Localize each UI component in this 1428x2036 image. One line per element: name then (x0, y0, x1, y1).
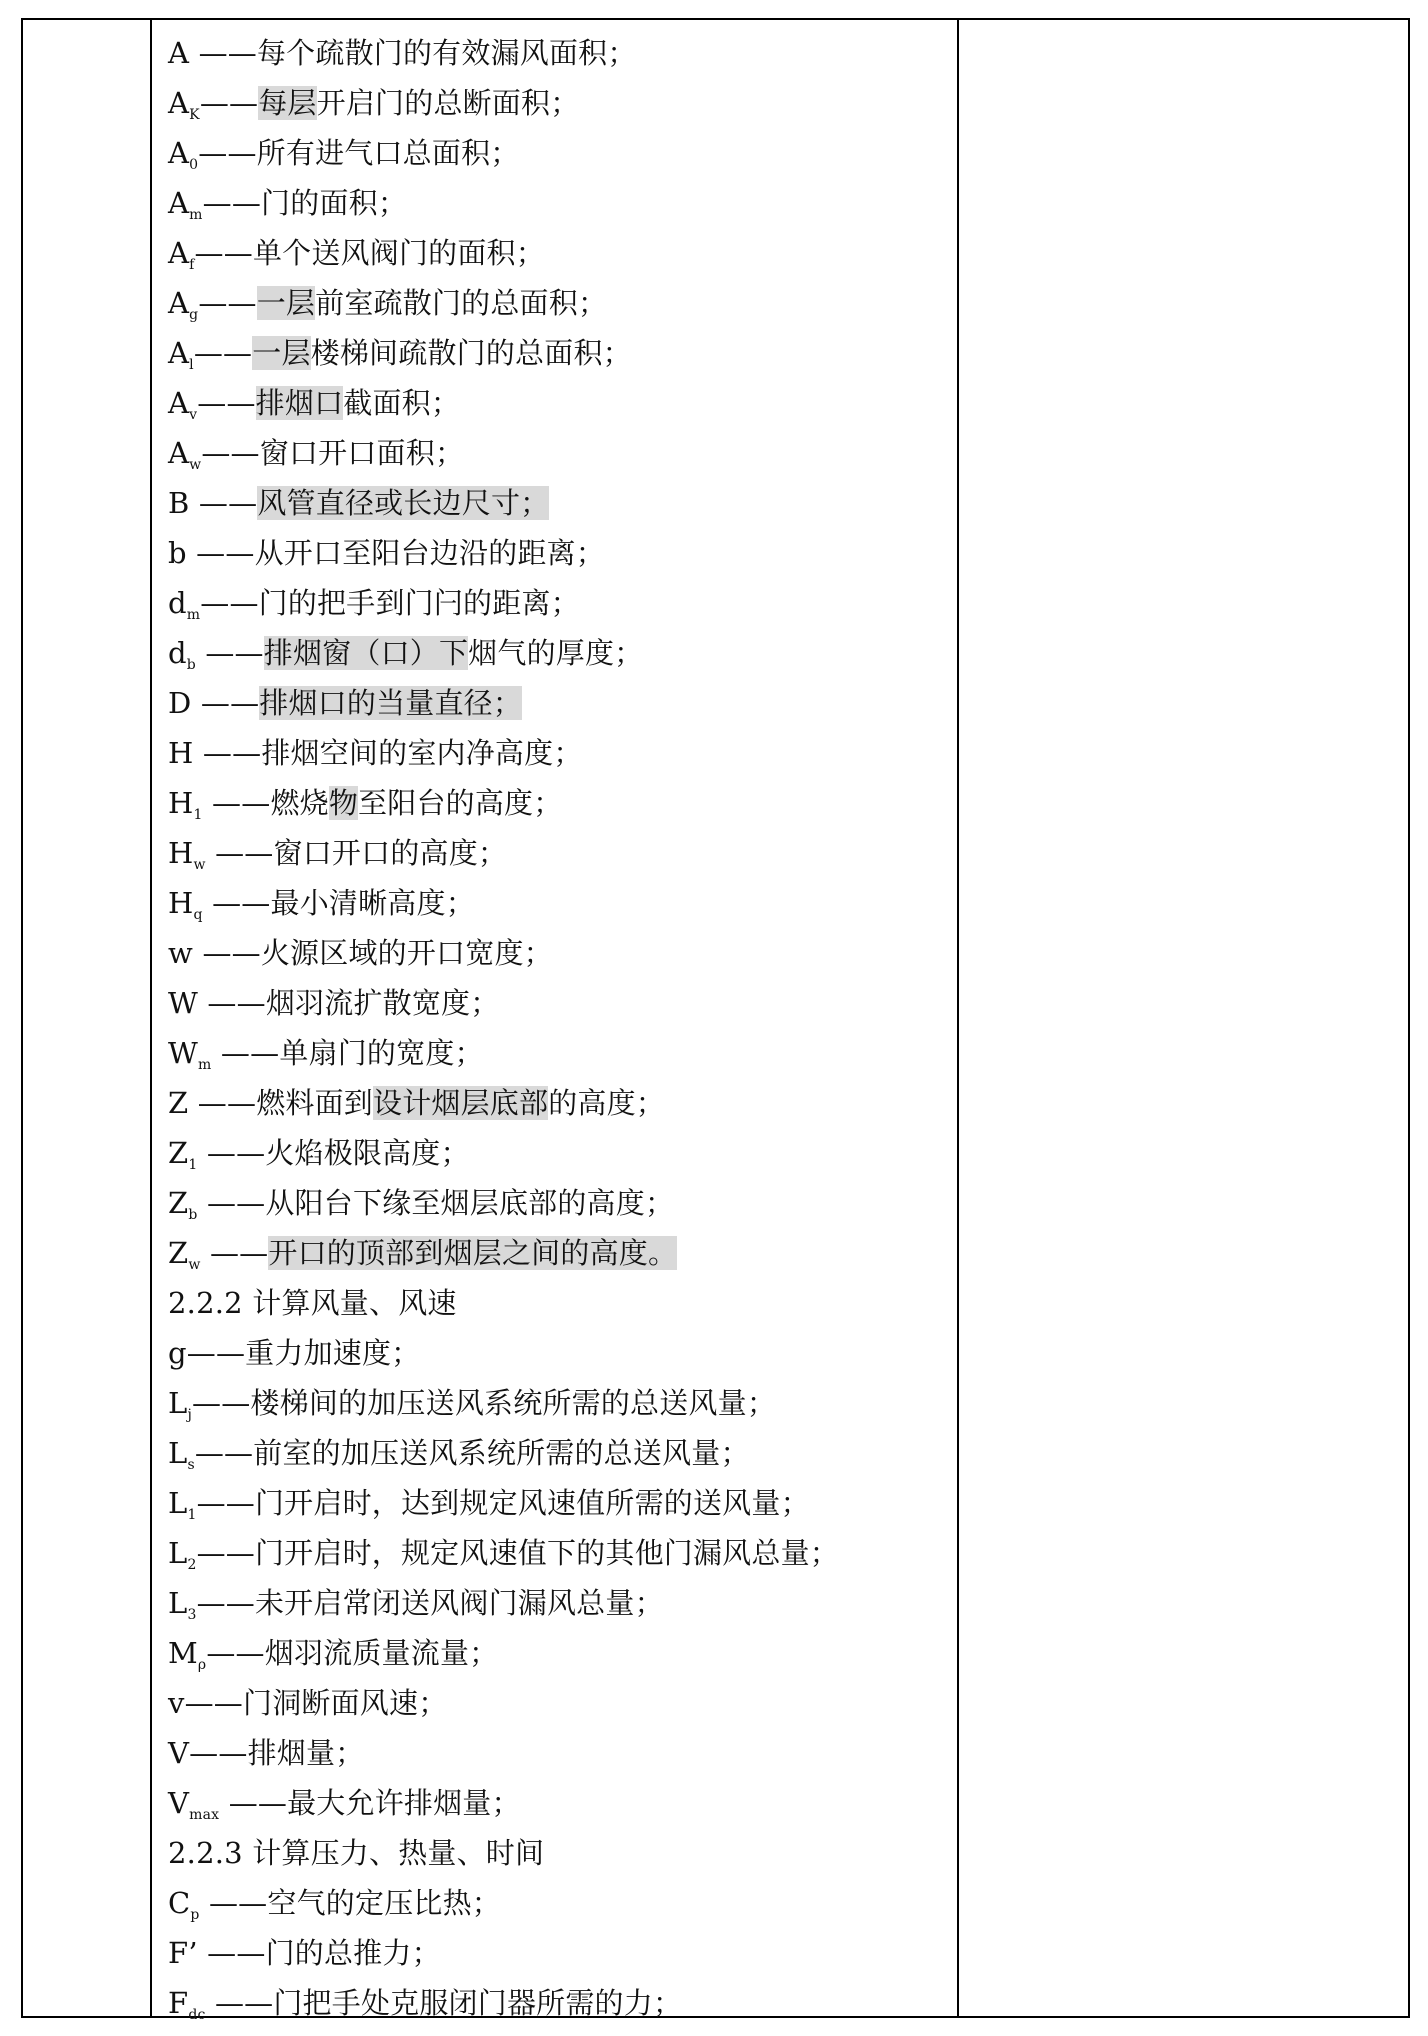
symbol-subscript: dc (188, 2007, 206, 2023)
symbol-definition-row (168, 478, 957, 528)
definition-text: 最大允许排烟量； (287, 1786, 521, 1820)
definition-text: 门的把手到门闩的距离； (258, 586, 580, 620)
definition-text: 排烟空间的室内净高度； (261, 736, 583, 770)
symbol-definition-row (168, 578, 957, 628)
symbol-definition-row (168, 1728, 957, 1778)
symbol-definition-row (168, 1428, 957, 1478)
definition-text: 的高度； (548, 1086, 666, 1120)
dash-separator: —— (188, 1086, 257, 1120)
definition-text: 窗口开口面积； (259, 436, 465, 470)
definition-text: 门开启时，达到规定风速值所需的送风量； (254, 1486, 810, 1520)
highlighted-text: 物 (328, 786, 359, 820)
symbol-subscript: m (198, 1057, 212, 1073)
symbol: W (168, 986, 199, 1020)
section-heading (168, 1828, 957, 1878)
dash-separator: —— (206, 1636, 265, 1670)
dash-separator: —— (197, 1186, 266, 1220)
symbol: L (168, 1436, 188, 1470)
symbol-definition-row (168, 228, 957, 278)
symbol: H (168, 836, 194, 870)
symbol-subscript: m (186, 607, 201, 623)
dash-separator: —— (191, 686, 260, 720)
symbol-definition-row (168, 528, 957, 578)
definition-text: 火焰极限高度； (265, 1136, 470, 1170)
definition-text: 2.2.2 计算风量、风速 (168, 1286, 457, 1320)
dash-separator: —— (205, 836, 274, 870)
dash-separator: —— (195, 636, 264, 670)
symbol-definition-row (168, 778, 957, 828)
symbol-definition-row (168, 378, 957, 428)
symbol-definition-row (168, 28, 957, 78)
highlighted-text: 风管直径或长边尺寸； (257, 486, 550, 520)
symbol: L (168, 1386, 188, 1420)
definition-text: 从开口至阳台边沿的距离； (254, 536, 605, 570)
symbol-definition-row (168, 1128, 957, 1178)
dash-separator: —— (194, 1436, 254, 1470)
symbol-subscript: b (186, 657, 196, 673)
symbol-definition-row (168, 278, 957, 328)
symbol: Z (168, 1236, 189, 1270)
definition-text: 门开启时，规定风速值下的其他门漏风总量； (254, 1536, 839, 1570)
symbol: L (168, 1486, 188, 1520)
highlighted-text: 设计烟层底部 (373, 1086, 549, 1120)
dash-separator: —— (184, 1686, 243, 1720)
definition-text: 从阳台下缘至烟层底部的高度； (265, 1186, 675, 1220)
highlighted-text: 一层 (252, 336, 311, 370)
symbol: F’ (168, 1936, 198, 1970)
symbol-definition-row (168, 178, 957, 228)
symbol-subscript: w (193, 857, 206, 873)
definition-text: 开启门的总断面积； (316, 86, 580, 120)
dash-separator: —— (194, 236, 253, 270)
symbol: A (168, 386, 190, 420)
symbol-definition-row (168, 978, 957, 1028)
symbol-definition-row (168, 1678, 957, 1728)
section-heading (168, 1278, 957, 1328)
symbol: A (168, 36, 190, 70)
symbol-definition-row (168, 678, 957, 728)
symbol-definition-row (168, 1178, 957, 1228)
highlighted-text: 排烟口 (255, 386, 344, 420)
symbol-definition-row (168, 428, 957, 478)
symbol-definition-row (168, 1028, 957, 1078)
symbol-subscript: 1 (193, 807, 203, 823)
symbol: A (168, 86, 190, 120)
symbol-subscript: l (189, 357, 194, 373)
dash-separator: —— (192, 1386, 251, 1420)
symbol-definition-row (168, 1328, 957, 1378)
symbol: Z (168, 1186, 189, 1220)
right-column-cell (959, 20, 1410, 2016)
dash-separator: —— (202, 186, 262, 220)
symbol-subscript: 0 (189, 157, 199, 173)
definition-text: 所有进气口总面积； (256, 136, 520, 170)
highlighted-text: 开口的顶部到烟层之间的高度。 (268, 1236, 678, 1270)
symbol: A (168, 136, 190, 170)
symbol-definition-row (168, 828, 957, 878)
definition-text: 窗口开口的高度； (273, 836, 508, 870)
dash-separator: —— (198, 286, 257, 320)
symbol-subscript: v (189, 407, 198, 423)
definition-text: 最小清晰高度； (270, 886, 475, 920)
dash-separator: —— (211, 1036, 280, 1070)
dash-separator: —— (200, 1236, 269, 1270)
symbol: H (168, 786, 194, 820)
symbol-definition-row (168, 1078, 957, 1128)
symbol-subscript: max (189, 1807, 220, 1823)
symbol: A (168, 436, 190, 470)
dash-separator: —— (201, 436, 260, 470)
table-frame (21, 18, 1410, 2023)
dash-separator: —— (198, 136, 257, 170)
symbol-definition-row (168, 78, 957, 128)
symbol-definition-row (168, 878, 957, 928)
dash-separator: —— (189, 486, 258, 520)
symbol-subscript: m (189, 207, 203, 223)
symbol-list (168, 28, 957, 2028)
definition-text: 截面积； (343, 386, 461, 420)
definition-text: 2.2.3 计算压力、热量、时间 (168, 1836, 545, 1870)
definition-text: 单扇门的宽度； (279, 1036, 484, 1070)
left-column-cell (23, 20, 152, 2016)
definition-text: 未开启常闭送风阀门漏风总量； (254, 1586, 664, 1620)
symbol-subscript: 1 (187, 1507, 197, 1523)
highlighted-text: 排烟窗（口）下 (263, 636, 469, 670)
symbol: v (168, 1686, 185, 1720)
dash-separator: —— (189, 1736, 248, 1770)
symbol-subscript: K (189, 107, 200, 123)
symbol-subscript: 3 (187, 1607, 197, 1623)
dash-separator: —— (205, 1986, 274, 2020)
symbol: w (168, 936, 194, 970)
symbol-subscript: j (187, 1407, 193, 1423)
symbol-definition-row (168, 1228, 957, 1278)
definition-text: 重力加速度； (245, 1336, 421, 1370)
symbol: b (168, 536, 187, 570)
definition-text: 楼梯间的加压送风系统所需的总送风量； (250, 1386, 777, 1420)
symbol: V (168, 1786, 190, 1820)
symbol: C (168, 1886, 191, 1920)
symbol-subscript: q (193, 907, 203, 923)
definition-text: 每个疏散门的有效漏风面积； (256, 36, 637, 70)
symbol-subscript: s (187, 1457, 195, 1473)
definition-text: 门的总推力； (265, 1936, 441, 1970)
symbol-subscript: 2 (187, 1557, 197, 1573)
symbol-definition-row (168, 1378, 957, 1428)
symbol-definition-row (168, 1778, 957, 1828)
symbol-subscript: f (189, 257, 195, 273)
symbol-subscript: w (189, 457, 202, 473)
dash-separator: —— (186, 536, 255, 570)
dash-separator: —— (199, 86, 259, 120)
symbol-definition-row (168, 1628, 957, 1678)
definition-text: 门的面积； (261, 186, 408, 220)
symbol-definition-row (168, 1928, 957, 1978)
symbol-definition-row (168, 128, 957, 178)
definition-text: 空气的定压比热； (267, 1886, 501, 1920)
symbol: W (168, 1036, 199, 1070)
symbol: L (168, 1536, 188, 1570)
definition-text: 燃料面到 (256, 1086, 373, 1120)
definition-text: 门把手处克服闭门器所需的力； (273, 1986, 683, 2020)
definition-text: 烟羽流质量流量； (264, 1636, 499, 1670)
symbol: D (168, 686, 192, 720)
content-column-cell (152, 20, 959, 2023)
symbol-subscript: w (188, 1257, 201, 1273)
definition-text: 至阳台的高度； (358, 786, 563, 820)
dash-separator: —— (186, 1336, 246, 1370)
dash-separator: —— (200, 586, 259, 620)
symbol: H (168, 886, 194, 920)
symbol: F (168, 1986, 189, 2020)
dash-separator: —— (202, 886, 271, 920)
dash-separator: —— (189, 36, 257, 70)
highlighted-text: 排烟口的当量直径； (259, 686, 523, 720)
symbol-definition-row (168, 628, 957, 678)
symbol-subscript: g (189, 307, 199, 323)
symbol: d (168, 586, 187, 620)
symbol: Z (168, 1136, 189, 1170)
dash-separator: —— (198, 986, 266, 1020)
symbol-definition-row (168, 1578, 957, 1628)
highlighted-text: 一层 (256, 286, 316, 320)
definition-text: 楼梯间疏散门的总面积； (310, 336, 632, 370)
symbol-definition-row (168, 728, 957, 778)
symbol: A (168, 336, 190, 370)
dash-separator: —— (196, 1486, 255, 1520)
definition-text: 烟气的厚度； (468, 636, 644, 670)
symbol-definition-row (168, 1978, 957, 2028)
dash-separator: —— (197, 386, 256, 420)
symbol-subscript: b (188, 1207, 198, 1223)
definition-text: 燃烧 (270, 786, 329, 820)
highlighted-text: 每层 (258, 86, 317, 120)
symbol-definition-row (168, 928, 957, 978)
symbol-subscript: p (190, 1907, 200, 1923)
symbol-definition-row (168, 1878, 957, 1928)
symbol: H (168, 736, 194, 770)
definition-text: 火源区域的开口宽度； (260, 936, 553, 970)
symbol: L (168, 1586, 188, 1620)
symbol-subscript: ρ (197, 1657, 207, 1673)
symbol: A (168, 186, 190, 220)
dash-separator: —— (219, 1786, 288, 1820)
symbol-definition-row (168, 1478, 957, 1528)
dash-separator: —— (193, 936, 261, 970)
dash-separator: —— (196, 1536, 255, 1570)
dash-separator: —— (199, 1886, 268, 1920)
dash-separator: —— (202, 786, 271, 820)
definition-text: 单个送风阀门的面积； (252, 236, 545, 270)
definition-text: 排烟量； (247, 1736, 365, 1770)
symbol: B (168, 486, 190, 520)
definition-text: 烟羽流扩散宽度； (265, 986, 500, 1020)
dash-separator: —— (193, 336, 253, 370)
symbol-definition-row (168, 328, 957, 378)
symbol-subscript: 1 (188, 1157, 198, 1173)
dash-separator: —— (196, 1586, 255, 1620)
definition-text: 前室疏散门的总面积； (315, 286, 608, 320)
definition-text: 前室的加压送风系统所需的总送风量； (253, 1436, 750, 1470)
dash-separator: —— (197, 1136, 266, 1170)
symbol: V (168, 1736, 190, 1770)
symbol: A (168, 286, 190, 320)
symbol: M (168, 1636, 198, 1670)
symbol: Z (168, 1086, 189, 1120)
dash-separator: —— (197, 1936, 266, 1970)
symbol: g (168, 1336, 187, 1370)
dash-separator: —— (193, 736, 262, 770)
symbol: A (168, 236, 190, 270)
symbol: d (168, 636, 187, 670)
definition-text: 门洞断面风速； (243, 1686, 448, 1720)
symbol-definition-row (168, 1528, 957, 1578)
